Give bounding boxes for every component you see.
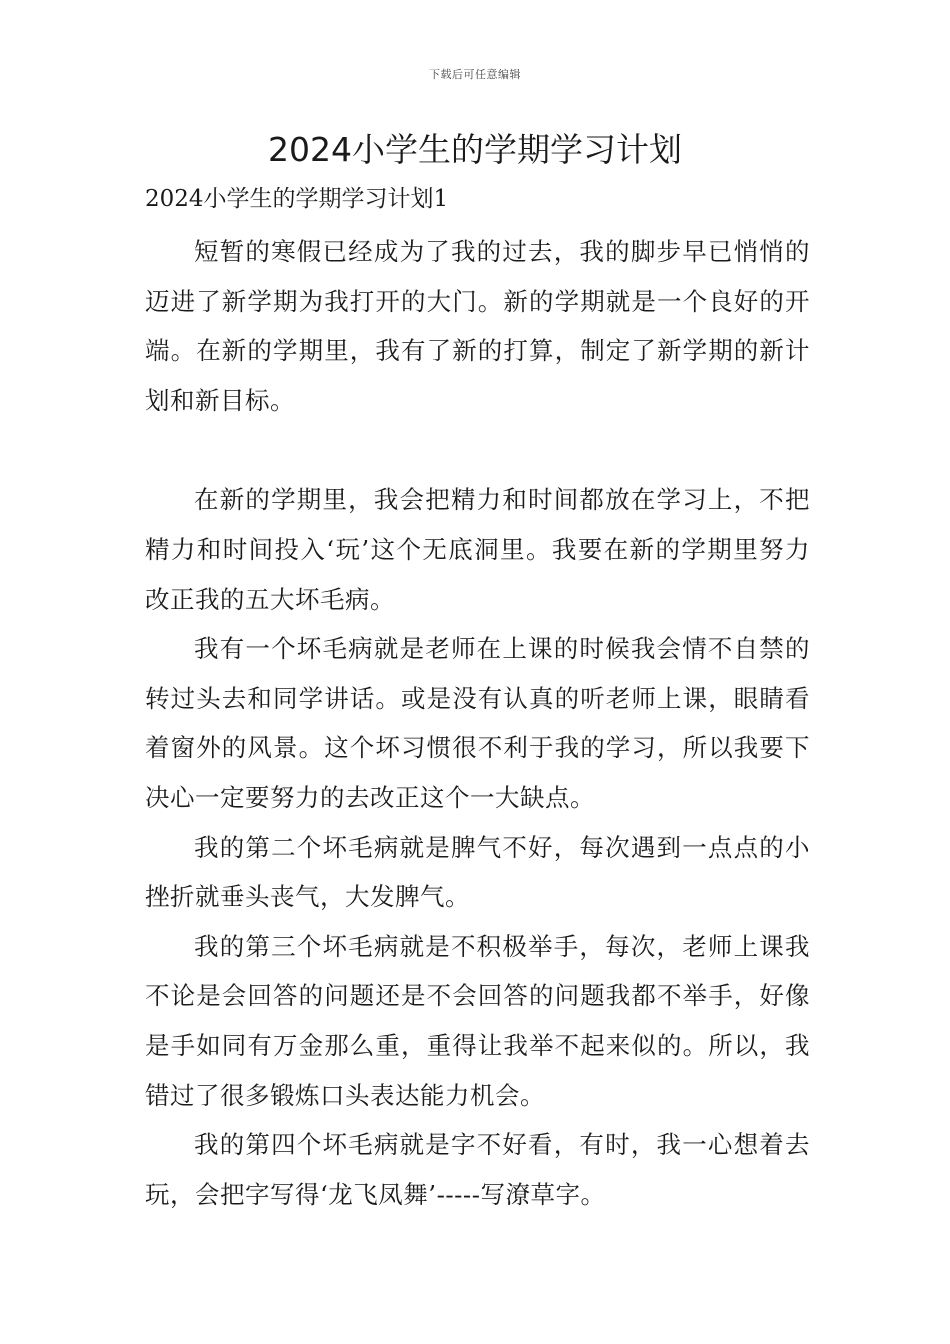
- paragraph-spacer: [145, 425, 810, 475]
- paragraph-habit-two: 我的第二个坏毛病就是脾气不好，每次遇到一点点的小挫折就垂头丧气，大发脾气。: [145, 832, 810, 912]
- paragraph-habit-three: 我的第三个坏毛病就是不积极举手，每次，老师上课我不论是会回答的问题还是不会回答的问题我都不举手，好像是手如同有万金那么重，重得让我举不起来似的。所以，我错过了很多锻炼口头表达能力机会。: [145, 931, 810, 1110]
- paragraph-intro: 短暂的寒假已经成为了我的过去，我的脚步早已悄悄的迈进了新学期为我打开的大门。新的学期就是一个良好的开端。在新的学期里，我有了新的打算，制定了新学期的新计划和新目标。: [145, 237, 810, 415]
- paragraph-habit-one: 我有一个坏毛病就是老师在上课的时候我会情不自禁的转过头去和同学讲话。或是没有认真的听老师上课，眼睛看着窗外的风景。这个坏习惯很不利于我的学习，所以我要下决心一定要努力的去改正这个一大缺点。: [145, 634, 810, 812]
- document-title: 2024小学生的学期学习计划: [268, 130, 682, 169]
- header-note: 下载后可任意编辑: [429, 68, 521, 81]
- paragraph-plan: 在新的学期里，我会把精力和时间都放在学习上，不把精力和时间投入‘玩’这个无底洞里。我要在新的学期里努力改正我的五大坏毛病。: [145, 485, 810, 614]
- paragraph-habit-four: 我的第四个坏毛病就是字不好看，有时，我一心想着去玩，会把字写得‘龙飞凤舞’-----写潦草字。: [145, 1130, 810, 1209]
- document-body: [145, 227, 810, 1219]
- document-subtitle: 2024小学生的学期学习计划1: [145, 186, 449, 212]
